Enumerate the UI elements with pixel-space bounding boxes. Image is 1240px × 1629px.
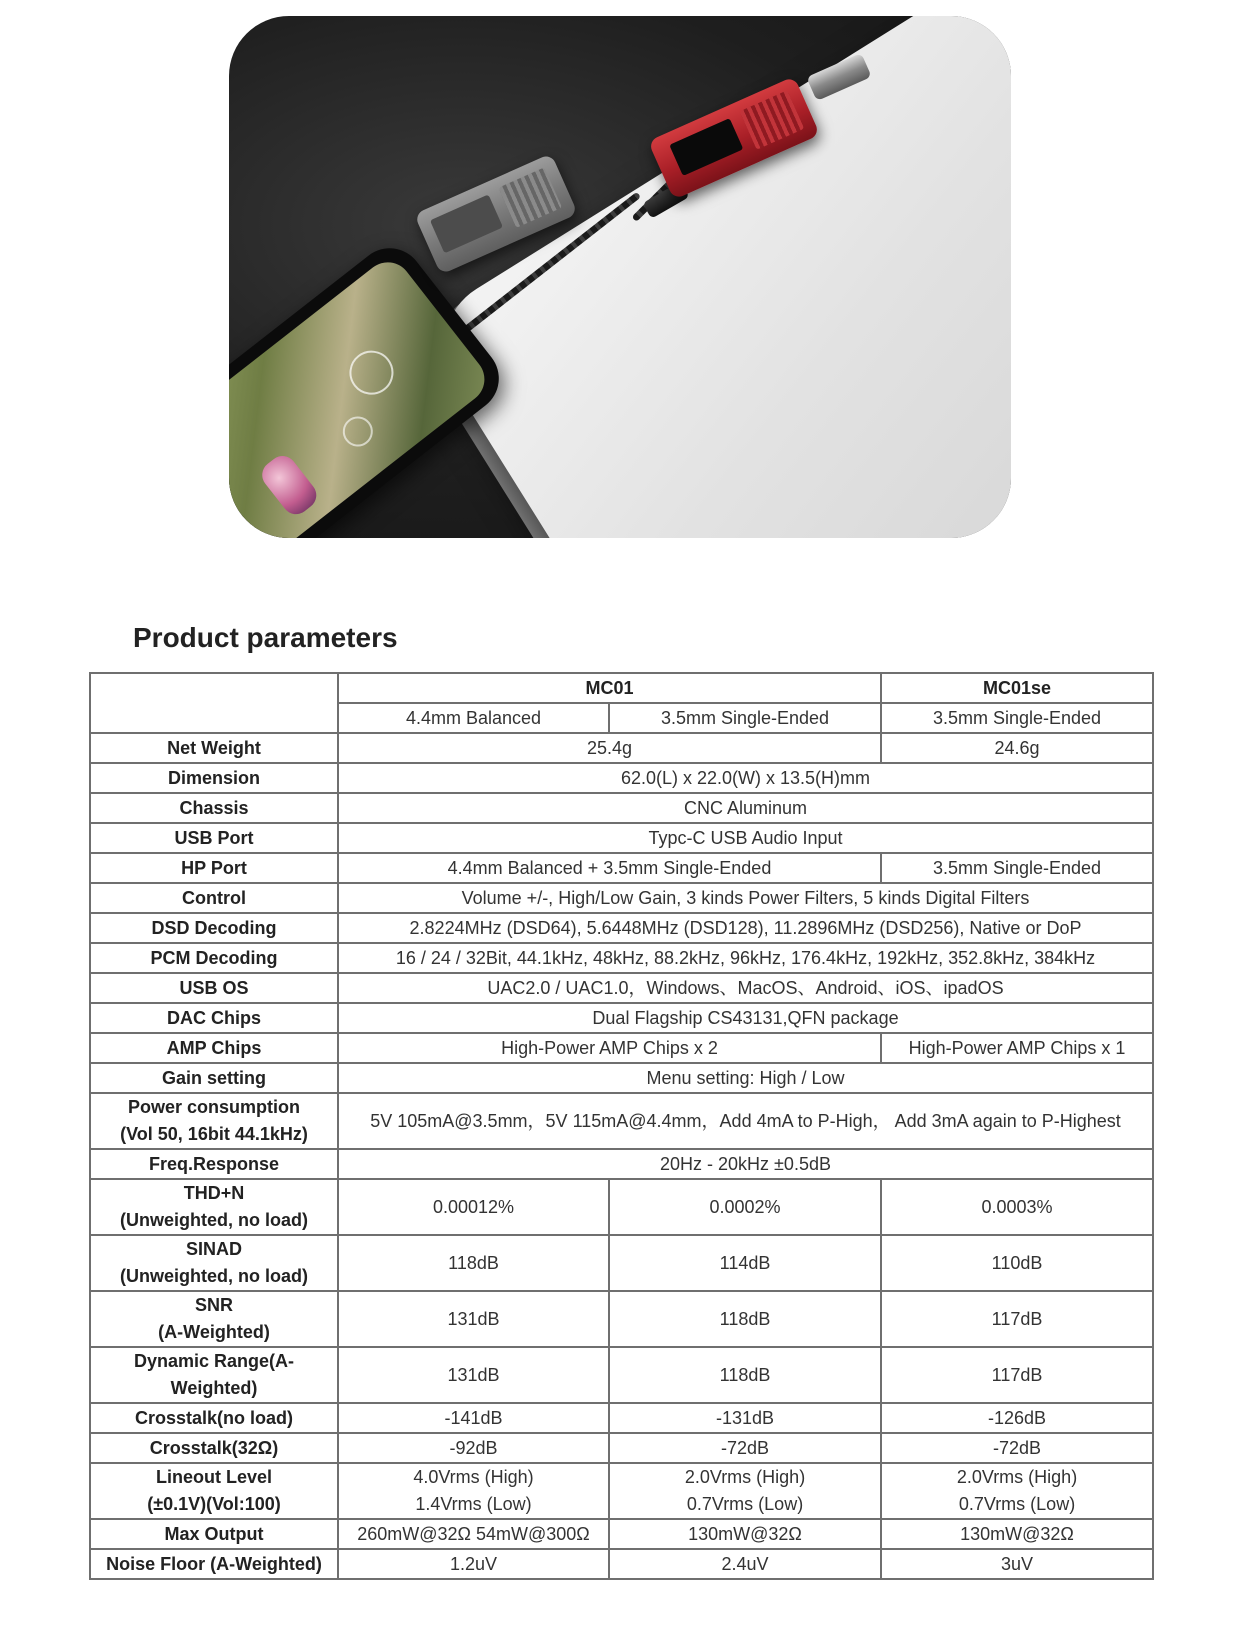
table-row	[90, 793, 1153, 823]
table-row	[90, 883, 1153, 913]
variant-header: 4.4mm Balanced	[338, 703, 609, 733]
row-label: Chassis	[90, 793, 338, 823]
table-row	[90, 1179, 1153, 1235]
row-label-line: Weighted)	[170, 1378, 258, 1398]
cell-line: 4.0Vrms (High)	[413, 1467, 534, 1487]
cell: -126dB	[881, 1403, 1153, 1433]
cell	[881, 1463, 1153, 1519]
table-row	[90, 1549, 1153, 1579]
cell: 2.4uV	[609, 1549, 881, 1579]
cell: 24.6g	[881, 733, 1153, 763]
row-label-line: (±0.1V)(Vol:100)	[147, 1494, 281, 1514]
row-label-line: (A-Weighted)	[158, 1322, 270, 1342]
row-label: Dimension	[90, 763, 338, 793]
cell: Menu setting: High / Low	[338, 1063, 1153, 1093]
table-row	[90, 1149, 1153, 1179]
cell: 0.0002%	[609, 1179, 881, 1235]
row-label-line: (Unweighted, no load)	[120, 1210, 308, 1230]
smartphone	[229, 235, 513, 538]
table-row	[90, 1063, 1153, 1093]
table-row	[90, 823, 1153, 853]
variant-header: 3.5mm Single-Ended	[609, 703, 881, 733]
row-label: Freq.Response	[90, 1149, 338, 1179]
cell: 130mW@32Ω	[881, 1519, 1153, 1549]
cell: 130mW@32Ω	[609, 1519, 881, 1549]
table-row	[90, 973, 1153, 1003]
cell: Volume +/-, High/Low Gain, 3 kinds Power Filters, 5 kinds Digital Filters	[338, 883, 1153, 913]
table-row	[90, 733, 1153, 763]
dac-screen	[669, 118, 743, 176]
cell: 118dB	[609, 1347, 881, 1403]
cell: 0.0003%	[881, 1179, 1153, 1235]
cell	[338, 1463, 609, 1519]
row-label-line: (Unweighted, no load)	[120, 1266, 308, 1286]
cell: 25.4g	[338, 733, 881, 763]
row-label: Control	[90, 883, 338, 913]
cell: -92dB	[338, 1433, 609, 1463]
cell: 131dB	[338, 1347, 609, 1403]
cell: 3.5mm Single-Ended	[881, 853, 1153, 883]
laptop	[417, 16, 1011, 538]
row-label-line: SNR	[194, 1295, 233, 1315]
table-row	[90, 1463, 1153, 1519]
row-label: USB Port	[90, 823, 338, 853]
cell: Dual Flagship CS43131,QFN package	[338, 1003, 1153, 1033]
game-hud-icon	[341, 342, 403, 404]
row-label: Gain setting	[90, 1063, 338, 1093]
cell-line: 0.7Vrms (Low)	[958, 1494, 1076, 1514]
cell: Typc-C USB Audio Input	[338, 823, 1153, 853]
row-label-line: Dynamic Range(A-	[133, 1351, 295, 1371]
cell-line: 2.0Vrms (High)	[956, 1467, 1078, 1487]
empty-header-cell	[90, 673, 338, 733]
dac-fins	[740, 90, 805, 150]
row-label	[90, 1093, 338, 1149]
row-label: DSD Decoding	[90, 913, 338, 943]
row-label: Max Output	[90, 1519, 338, 1549]
row-label: HP Port	[90, 853, 338, 883]
game-hud-icon	[337, 410, 379, 452]
cell: UAC2.0 / UAC1.0，Windows、MacOS、Android、iOS、ipadOS	[338, 973, 1153, 1003]
row-label: PCM Decoding	[90, 943, 338, 973]
dac-fins	[499, 167, 563, 228]
cell-line: 2.0Vrms (High)	[684, 1467, 806, 1487]
table-row	[90, 673, 1153, 703]
table-row	[90, 1519, 1153, 1549]
dac-screen	[430, 194, 503, 253]
cell: -72dB	[881, 1433, 1153, 1463]
cell: 16 / 24 / 32Bit, 44.1kHz, 48kHz, 88.2kHz, 96kHz, 176.4kHz, 192kHz, 352.8kHz, 384kHz	[338, 943, 1153, 973]
row-label: Net Weight	[90, 733, 338, 763]
variant-header: 3.5mm Single-Ended	[881, 703, 1153, 733]
cell: 4.4mm Balanced + 3.5mm Single-Ended	[338, 853, 881, 883]
table-row	[90, 943, 1153, 973]
table-row	[90, 1093, 1153, 1149]
cell: High-Power AMP Chips x 1	[881, 1033, 1153, 1063]
row-label: DAC Chips	[90, 1003, 338, 1033]
table-row	[90, 1003, 1153, 1033]
row-label	[90, 1291, 338, 1347]
section-title: Product parameters	[133, 622, 398, 653]
parameters-table	[89, 672, 1154, 1580]
cell: 131dB	[338, 1291, 609, 1347]
cell: -141dB	[338, 1403, 609, 1433]
cell: 1.2uV	[338, 1549, 609, 1579]
cell: 114dB	[609, 1235, 881, 1291]
table-row	[90, 1291, 1153, 1347]
product-photo	[229, 16, 1011, 538]
cell: CNC Aluminum	[338, 793, 1153, 823]
row-label: AMP Chips	[90, 1033, 338, 1063]
row-label	[90, 1179, 338, 1235]
model-header: MC01se	[881, 673, 1153, 703]
cell: 118dB	[338, 1235, 609, 1291]
row-label: USB OS	[90, 973, 338, 1003]
row-label-line: SINAD	[185, 1239, 242, 1259]
cell	[609, 1463, 881, 1519]
cell: -72dB	[609, 1433, 881, 1463]
row-label	[90, 1347, 338, 1403]
row-label-line: THD+N	[183, 1183, 245, 1203]
cell: 0.00012%	[338, 1179, 609, 1235]
game-character	[257, 450, 322, 519]
cell-line: 1.4Vrms (Low)	[415, 1494, 532, 1514]
cell: 5V 105mA@3.5mm，5V 115mA@4.4mm，Add 4mA to P-High， Add 3mA again to P-Highest	[338, 1093, 1153, 1149]
table-row	[90, 1433, 1153, 1463]
row-label-line: (Vol 50, 16bit 44.1kHz)	[120, 1124, 308, 1144]
cell: High-Power AMP Chips x 2	[338, 1033, 881, 1063]
table-row	[90, 763, 1153, 793]
table-row	[90, 1347, 1153, 1403]
cell: 118dB	[609, 1291, 881, 1347]
cell: 260mW@32Ω 54mW@300Ω	[338, 1519, 609, 1549]
row-label: Crosstalk(32Ω)	[90, 1433, 338, 1463]
table-row	[90, 853, 1153, 883]
table-row	[90, 913, 1153, 943]
row-label: Crosstalk(no load)	[90, 1403, 338, 1433]
cell: 117dB	[881, 1347, 1153, 1403]
table-row	[90, 1033, 1153, 1063]
row-label-line: Power consumption	[127, 1097, 300, 1117]
cell: -131dB	[609, 1403, 881, 1433]
cell: 20Hz - 20kHz ±0.5dB	[338, 1149, 1153, 1179]
model-header: MC01	[338, 673, 881, 703]
cell-line: 0.7Vrms (Low)	[686, 1494, 804, 1514]
row-label	[90, 1235, 338, 1291]
cell: 117dB	[881, 1291, 1153, 1347]
row-label	[90, 1463, 338, 1519]
row-label-line: Lineout Level	[155, 1467, 272, 1487]
cell: 62.0(L) x 22.0(W) x 13.5(H)mm	[338, 763, 1153, 793]
table-row	[90, 1235, 1153, 1291]
cell: 3uV	[881, 1549, 1153, 1579]
table-row	[90, 1403, 1153, 1433]
cell: 110dB	[881, 1235, 1153, 1291]
row-label: Noise Floor (A-Weighted)	[90, 1549, 338, 1579]
cell: 2.8224MHz (DSD64), 5.6448MHz (DSD128), 11.2896MHz (DSD256), Native or DoP	[338, 913, 1153, 943]
phone-screen	[229, 253, 494, 538]
